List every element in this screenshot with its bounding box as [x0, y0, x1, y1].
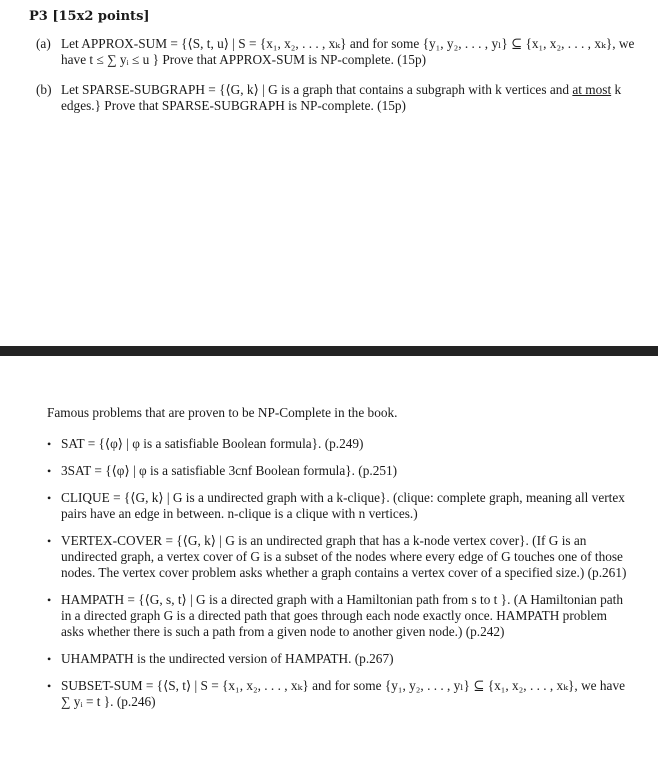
- part-b: [36, 82, 636, 114]
- part-b-text-2: k edges.} Prove that SPARSE-SUBGRAPH is NP-complete. (15p): [61, 82, 622, 113]
- bullet-icon: •: [47, 652, 52, 666]
- problem-sat: SAT = {⟨φ⟩ | φ is a satisfiable Boolean formula}. (p.249): [61, 436, 364, 451]
- list-item: [47, 678, 627, 710]
- problem-list: [47, 436, 627, 710]
- problem-hampath: HAMPATH = {⟨G, s, t⟩ | G is a directed graph with a Hamiltonian path from s to t }. (A Hamiltonian path in a directed graph G is a directed path that goes through each node exactly once. HAMPATH problem asks whether there is such a path from a given node to another given node.) (p.242): [61, 592, 624, 639]
- problem-uhampath: UHAMPATH is the undirected version of HAMPATH. (p.267): [61, 651, 394, 666]
- bullet-icon: •: [47, 437, 52, 451]
- bullet-icon: •: [47, 491, 52, 505]
- page-divider: [0, 346, 658, 356]
- part-a-label: (a): [36, 36, 51, 51]
- problem-title: P3 [15x2 points]: [29, 9, 150, 24]
- intro-text: Famous problems that are proven to be NP-Complete in the book.: [47, 405, 398, 420]
- list-item: [47, 436, 627, 452]
- list-item: [47, 463, 627, 479]
- part-b-underlined: at most: [572, 82, 612, 97]
- problem-clique: CLIQUE = {⟨G, k⟩ | G is a undirected graph with a k-clique}. (clique: complete graph, meaning all vertex pairs have an edge in between. n-clique is a clique with n vertices.): [61, 490, 625, 521]
- part-a: [36, 36, 636, 68]
- list-item: [47, 651, 627, 667]
- list-item: [47, 533, 627, 581]
- bullet-icon: •: [47, 464, 52, 478]
- bullet-icon: •: [47, 534, 52, 548]
- part-a-text: Let APPROX-SUM = {⟨S, t, u⟩ | S = {x₁, x₂, . . . , xₖ} and for some {y₁, y₂, . . . , yₗ} ⊆ {x₁, x₂, . . . , xₖ}, we have t ≤ ∑ yᵢ ≤ u } Prove that APPROX-SUM is NP-complete. (15p): [61, 36, 635, 67]
- problem-3sat: 3SAT = {⟨φ⟩ | φ is a satisfiable 3cnf Boolean formula}. (p.251): [61, 463, 398, 478]
- part-b-text: [61, 82, 636, 114]
- list-item: [47, 490, 627, 522]
- bullet-icon: •: [47, 593, 52, 607]
- list-item: [47, 592, 627, 640]
- part-b-label: (b): [36, 82, 52, 97]
- bullet-icon: •: [47, 679, 52, 693]
- problem-subset-sum: SUBSET-SUM = {⟨S, t⟩ | S = {x₁, x₂, . . . , xₖ} and for some {y₁, y₂, . . . , yₗ} ⊆ {x₁, x₂, . . . , xₖ}, we have ∑ yᵢ = t }. (p.246): [61, 678, 626, 709]
- part-b-text-1: Let SPARSE-SUBGRAPH = {⟨G, k⟩ | G is a graph that contains a subgraph with k vertices and: [61, 82, 570, 97]
- problem-vertex-cover: VERTEX-COVER = {⟨G, k⟩ | G is an undirected graph that has a k-node vertex cover}. (If G is an undirected graph, a vertex cover of G is a subset of the nodes where every edge of G touches one of those nodes. The vertex cover problem asks whether a graph contains a vertex cover of a specified size.) (p.261): [61, 533, 627, 580]
